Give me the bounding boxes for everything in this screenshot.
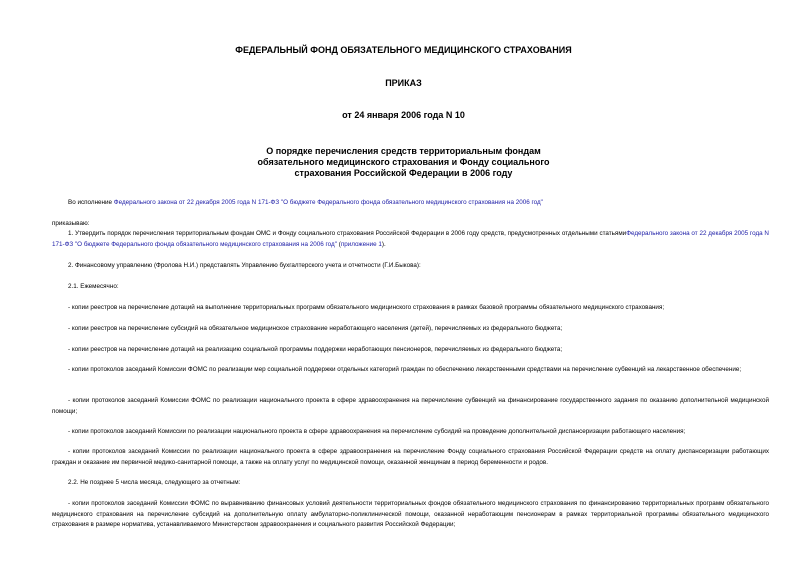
preamble xyxy=(68,198,543,209)
list-item: - копии протоколов заседаний Комиссии по реализации национального проекта в сфере здравоохранения на перечисление субсидий на проведение дополнительной диспансеризации работающего населения; xyxy=(68,428,686,435)
title-line: страхования Российской Федерации в 2006 году xyxy=(294,168,513,178)
list-item: - копии реестров на перечисление дотаций на выполнение территориальных программ обязательного медицинского страхования в рамках базовой программы обязательного медицинского страхования; xyxy=(68,304,665,311)
paragraph-1-text: 1. Утвердить порядок перечисления территориальным фондам ОМС и Фонду социального страхования Российской Федерации в 2006 году средств, предусмотренных отдельными статьями xyxy=(68,230,627,237)
paragraph-1-paren-open: ( xyxy=(336,240,341,248)
title-line: обязательного медицинского страхования и Фонду социального xyxy=(257,157,550,167)
order-word: приказываю: xyxy=(52,220,90,227)
federal-law-link[interactable]: Федерального закона от 22 декабря 2005 года N 171-ФЗ "О бюджете Федерального фонда обязательного медицинского страхования на 2006 год" xyxy=(113,199,543,206)
paragraph-2-1: 2.1. Ежемесячно: xyxy=(68,283,119,290)
list-item: - копии протоколов заседаний Комиссии ФОМС по реализации национального проекта в сфере здравоохранения на перечисление субвенций на финансирование государственного задания по оказанию дополнительной медицинской помощи; xyxy=(52,397,769,415)
paragraph-1-paren-close: ). xyxy=(381,240,386,248)
title-line: О порядке перечисления средств территориальным фондам xyxy=(266,146,541,156)
list-item: - копии протоколов заседаний Комиссии по реализации национального проекта в сфере здравоохранения на перечисление Фонду социального страхования Российской Федерации средств на оплату диспансеризации работающих граждан и оказание им первичной медико-санитарной помощи, а также на оплату услуг по медицинской помощи, оказанной женщинам в период беременности и родов. xyxy=(52,448,769,466)
document-type: ПРИКАЗ xyxy=(385,78,422,88)
appendix-1-link[interactable]: приложение 1 xyxy=(340,240,382,248)
preamble-prefix: Во исполнение xyxy=(68,199,114,206)
paragraph-1 xyxy=(52,229,769,250)
list-item: - копии протоколов заседаний Комиссии ФОМС по выравниванию финансовых условий деятельности территориальных фондов обязательного медицинского страхования по финансированию территориальных программ обязательного медицинского страхования на перечисление субсидий на дополнительную оплату амбулаторно-поликлинической помощи, оказанной неработающим пенсионерам в рамках территориальной программы обязательного медицинского страхования в размере норматива, устанавливаемого Министерством здравоохранения и социального развития Российской Федерации; xyxy=(52,500,769,529)
federal-law-link-2[interactable]: Федерального закона от 22 декабря 2005 года N 171-ФЗ "О бюджете Федерального фонда обязательного медицинского страхования на 2006 год" xyxy=(52,230,769,248)
organization-heading: ФЕДЕРАЛЬНЫЙ ФОНД ОБЯЗАТЕЛЬНОГО МЕДИЦИНСКОГО СТРАХОВАНИЯ xyxy=(235,45,572,55)
paragraph-2-2: 2.2. Не позднее 5 числа месяца, следующего за отчетным: xyxy=(68,479,241,486)
list-item: - копии реестров на перечисление дотаций на реализацию социальной программы поддержки неработающих пенсионеров, перечисляемых из федерального бюджета; xyxy=(68,346,563,353)
document-date: от 24 января 2006 года N 10 xyxy=(342,110,465,120)
paragraph-2: 2. Финансовому управлению (Фролова Н.И.) представлять Управлению бухгалтерского учета и отчетности (Г.И.Быкова): xyxy=(68,262,421,269)
list-item: - копии реестров на перечисление субсидий на обязательное медицинское страхование неработающего населения (детей), перечисляемых из федерального бюджета; xyxy=(68,325,563,332)
list-item: - копии протоколов заседаний Комиссии ФОМС по реализации мер социальной поддержки отдельных категорий граждан по обеспечению лекарственными средствами на перечисление субвенций на лекарственное обеспечение; xyxy=(68,366,742,373)
